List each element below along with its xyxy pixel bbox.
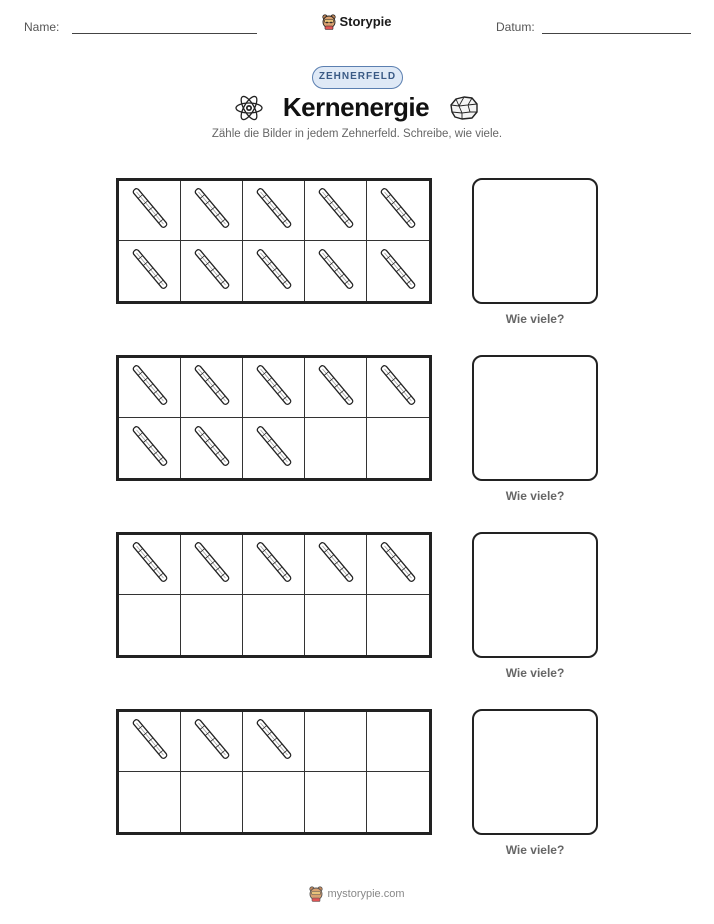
ten-frame-cell bbox=[181, 712, 243, 772]
ten-frame-cell bbox=[181, 181, 243, 241]
ten-frame-cell bbox=[119, 418, 181, 478]
ten-frame-cell bbox=[119, 358, 181, 418]
ten-frame-cell bbox=[243, 712, 305, 772]
ten-frame-cell bbox=[181, 358, 243, 418]
ten-frame-cell bbox=[367, 241, 429, 301]
storypie-logo-icon bbox=[322, 14, 336, 30]
answer-box-1[interactable] bbox=[472, 178, 598, 304]
ten-frame-cell bbox=[119, 595, 181, 655]
fuel-rod-icon bbox=[128, 421, 172, 476]
ten-frame-1 bbox=[116, 178, 432, 304]
fuel-rod-icon bbox=[252, 360, 296, 415]
name-label: Name: bbox=[24, 20, 60, 34]
name-line[interactable] bbox=[72, 33, 257, 34]
ten-frame-cell bbox=[305, 418, 367, 478]
answer-box-4[interactable] bbox=[472, 709, 598, 835]
ten-frame-cell bbox=[305, 358, 367, 418]
ten-frame-cell bbox=[119, 181, 181, 241]
ten-frame-cell bbox=[181, 241, 243, 301]
ten-frame-cell bbox=[367, 181, 429, 241]
fuel-rod-icon bbox=[190, 244, 234, 299]
fuel-rod-icon bbox=[190, 714, 234, 769]
question-label-4: Wie viele? bbox=[505, 843, 565, 857]
fuel-rod-icon bbox=[376, 183, 420, 238]
fuel-rod-icon bbox=[314, 244, 358, 299]
ten-frame-4 bbox=[116, 709, 432, 835]
fuel-rod-icon bbox=[314, 360, 358, 415]
ten-frame-cell bbox=[367, 595, 429, 655]
ten-frame-cell bbox=[367, 418, 429, 478]
ten-frame-cell bbox=[305, 535, 367, 595]
ten-frame-2 bbox=[116, 355, 432, 481]
footer bbox=[0, 886, 714, 902]
ten-frame-cell bbox=[243, 181, 305, 241]
fuel-rod-icon bbox=[252, 714, 296, 769]
fuel-rod-icon bbox=[128, 714, 172, 769]
ten-frame-cell bbox=[305, 772, 367, 832]
fuel-rod-icon bbox=[376, 244, 420, 299]
ten-frame-cell bbox=[243, 358, 305, 418]
ten-frame-3 bbox=[116, 532, 432, 658]
ten-frame-cell bbox=[181, 535, 243, 595]
ten-frame-cell bbox=[119, 712, 181, 772]
ten-frame-cell bbox=[367, 772, 429, 832]
storypie-footer-logo-icon bbox=[309, 886, 323, 902]
ten-frame-cell bbox=[181, 772, 243, 832]
question-label-2: Wie viele? bbox=[505, 489, 565, 503]
ten-frame-cell bbox=[119, 535, 181, 595]
ten-frame-cell bbox=[119, 241, 181, 301]
ten-frame-cell bbox=[367, 712, 429, 772]
atom-icon bbox=[234, 93, 264, 123]
fuel-rod-icon bbox=[314, 537, 358, 592]
ten-frame-cell bbox=[119, 772, 181, 832]
question-label-3: Wie viele? bbox=[505, 666, 565, 680]
fuel-rod-icon bbox=[376, 360, 420, 415]
instructions: Zähle die Bilder in jedem Zehnerfeld. Schreibe, wie viele. bbox=[211, 128, 503, 140]
ten-frame-cell bbox=[243, 772, 305, 832]
date-line[interactable] bbox=[542, 33, 691, 34]
fuel-rod-icon bbox=[190, 537, 234, 592]
ten-frame-cell bbox=[243, 418, 305, 478]
answer-box-3[interactable] bbox=[472, 532, 598, 658]
answer-box-2[interactable] bbox=[472, 355, 598, 481]
fuel-rod-icon bbox=[128, 360, 172, 415]
ten-frame-cell bbox=[243, 595, 305, 655]
fuel-rod-icon bbox=[252, 421, 296, 476]
ten-frame-cell bbox=[181, 595, 243, 655]
fuel-rod-icon bbox=[252, 244, 296, 299]
fuel-rod-icon bbox=[190, 360, 234, 415]
fuel-rod-icon bbox=[252, 537, 296, 592]
worksheet-type-badge: ZEHNERFELD bbox=[312, 66, 403, 89]
ten-frame-cell bbox=[305, 595, 367, 655]
brand-name: Storypie bbox=[339, 14, 392, 30]
ten-frame-cell bbox=[305, 181, 367, 241]
fuel-rod-icon bbox=[128, 244, 172, 299]
date-label: Datum: bbox=[496, 20, 535, 34]
ten-frame-cell bbox=[181, 418, 243, 478]
ten-frame-cell bbox=[305, 712, 367, 772]
brand bbox=[0, 13, 714, 30]
title-row bbox=[0, 92, 714, 126]
fuel-rod-icon bbox=[128, 537, 172, 592]
fuel-rod-icon bbox=[190, 183, 234, 238]
uranium-rock-icon bbox=[448, 94, 480, 122]
ten-frame-cell bbox=[305, 241, 367, 301]
footer-url: mystorypie.com bbox=[327, 888, 405, 900]
fuel-rod-icon bbox=[190, 421, 234, 476]
ten-frame-cell bbox=[243, 241, 305, 301]
fuel-rod-icon bbox=[128, 183, 172, 238]
fuel-rod-icon bbox=[376, 537, 420, 592]
ten-frame-cell bbox=[243, 535, 305, 595]
ten-frame-cell bbox=[367, 358, 429, 418]
fuel-rod-icon bbox=[314, 183, 358, 238]
question-label-1: Wie viele? bbox=[505, 312, 565, 326]
page-title: Kernenergie bbox=[282, 92, 430, 122]
ten-frame-cell bbox=[367, 535, 429, 595]
fuel-rod-icon bbox=[252, 183, 296, 238]
